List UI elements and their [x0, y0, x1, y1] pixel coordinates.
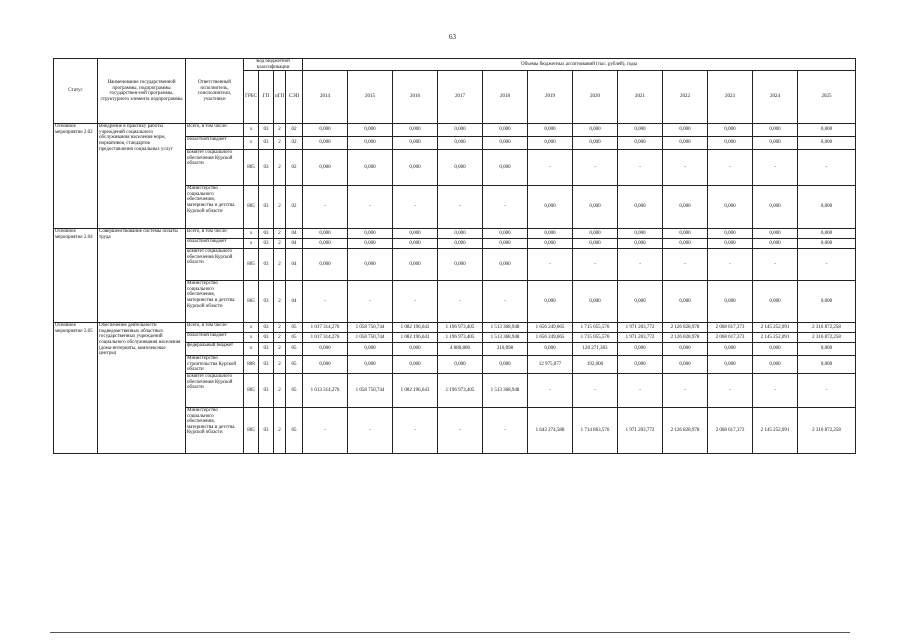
header-year-3: 2017	[438, 71, 483, 124]
cell-value: 0,000	[618, 229, 663, 239]
cell-value: 2 316 872,258	[798, 333, 856, 343]
cell-value: 2 145 252,091	[753, 333, 798, 343]
cell-value: -	[798, 150, 856, 186]
header-volumes-group: Объемы бюджетных ассигнований (тыс. рублей), годы	[303, 59, 856, 71]
cell-value: 1 513 368,948	[483, 333, 528, 343]
cell-value: 0,000	[798, 356, 856, 374]
cell-code: х	[244, 343, 259, 356]
header-year-9: 2023	[708, 71, 753, 124]
cell-code: 03	[259, 229, 274, 239]
cell-value: 1 513 368,948	[483, 323, 528, 333]
cell-value: 0,000	[483, 239, 528, 249]
cell-value: 0,000	[348, 124, 393, 137]
cell-code: 805	[244, 281, 259, 323]
cell-value: 1 058 750,744	[348, 323, 393, 333]
header-year-7: 2021	[618, 71, 663, 124]
cell-value: 2 126 828,978	[663, 323, 708, 333]
cell-code: 04	[286, 281, 303, 323]
cell-value: 0,000	[708, 137, 753, 150]
cell-value: 0,000	[393, 124, 438, 137]
cell-value: 0,000	[438, 239, 483, 249]
cell-value: 0,000	[393, 343, 438, 356]
cell-code: х	[244, 239, 259, 249]
cell-value: 0,000	[528, 343, 573, 356]
header-codes-group: Код бюджетной классификации	[244, 59, 303, 71]
cell-value: 0,000	[798, 239, 856, 249]
cell-code: 03	[259, 124, 274, 137]
cell-value: 0,000	[798, 124, 856, 137]
cell-executor: Министерство социального обеспечения, материнства и детства Курской области	[186, 281, 244, 323]
cell-value: -	[483, 281, 528, 323]
cell-executor: Министерство социального обеспечения, материнства и детства Курской области	[186, 407, 244, 453]
cell-code: 805	[244, 373, 259, 407]
cell-value: 1 971 203,772	[618, 407, 663, 453]
cell-value: 0,000	[573, 281, 618, 323]
cell-value: -	[573, 249, 618, 281]
cell-value: 192,000	[573, 356, 618, 374]
cell-value: 0,000	[348, 249, 393, 281]
cell-code: 2	[274, 239, 286, 249]
cell-value: 1 017 314,276	[303, 323, 348, 333]
cell-code: 03	[259, 407, 274, 453]
cell-code: 03	[259, 333, 274, 343]
cell-value: -	[798, 373, 856, 407]
cell-code: 2	[274, 249, 286, 281]
cell-code: 03	[259, 249, 274, 281]
cell-value: 0,000	[528, 239, 573, 249]
cell-value: -	[303, 186, 348, 229]
cell-value: 1 656 249,665	[528, 333, 573, 343]
table-row	[54, 323, 856, 333]
header-year-4: 2018	[483, 71, 528, 124]
cell-value: -	[438, 281, 483, 323]
header-year-2: 2016	[393, 71, 438, 124]
cell-code: 2	[274, 137, 286, 150]
cell-value: 0,000	[573, 186, 618, 229]
cell-value: 0,000	[438, 356, 483, 374]
cell-value: 0,000	[393, 356, 438, 374]
cell-value: -	[618, 249, 663, 281]
cell-value: -	[618, 150, 663, 186]
cell-code: 2	[274, 356, 286, 374]
cell-value: 1 013 314,276	[303, 373, 348, 407]
cell-value: 2 126 828,978	[663, 407, 708, 453]
bottom-rule	[50, 632, 850, 633]
cell-code: 03	[259, 137, 274, 150]
cell-code: 2	[274, 124, 286, 137]
cell-value: 1 715 055,576	[573, 333, 618, 343]
cell-value: 1 656 249,665	[528, 323, 573, 333]
cell-value: 1 058 750,744	[348, 373, 393, 407]
cell-status: Основное мероприятие 2.04	[54, 229, 98, 323]
cell-executor: комитет социального обеспечения Курской области	[186, 373, 244, 407]
cell-value: -	[528, 373, 573, 407]
header-code-1: ГП	[259, 71, 274, 124]
cell-value: -	[753, 150, 798, 186]
cell-value: 2 145 252,091	[753, 323, 798, 333]
cell-value: 0,000	[438, 150, 483, 186]
cell-value: 0,000	[483, 150, 528, 186]
cell-value: 0,000	[393, 137, 438, 150]
cell-executor: областной бюджет	[186, 137, 244, 150]
cell-value: -	[753, 373, 798, 407]
cell-value: -	[663, 249, 708, 281]
cell-value: 0,000	[663, 137, 708, 150]
cell-code: х	[244, 137, 259, 150]
budget-table	[53, 58, 856, 454]
cell-code: 03	[259, 186, 274, 229]
cell-value: 0,000	[753, 281, 798, 323]
cell-value: 0,000	[708, 186, 753, 229]
cell-value: 0,000	[663, 124, 708, 137]
header-year-8: 2022	[663, 71, 708, 124]
cell-value: -	[618, 373, 663, 407]
cell-value: 0,000	[303, 356, 348, 374]
cell-code: 808	[244, 356, 259, 374]
cell-code: х	[244, 323, 259, 333]
cell-code: 05	[286, 343, 303, 356]
cell-value: 1 971 203,772	[618, 333, 663, 343]
cell-value: 0,000	[708, 356, 753, 374]
header-code-0: ГРБС	[244, 71, 259, 124]
header-status: Статус	[54, 59, 98, 124]
cell-value: -	[303, 407, 348, 453]
cell-value: 2 068 617,373	[708, 407, 753, 453]
cell-value: 1 082 196,643	[393, 323, 438, 333]
cell-value: 0,000	[798, 343, 856, 356]
cell-value: 0,000	[303, 343, 348, 356]
cell-value: 0,000	[663, 281, 708, 323]
cell-value: -	[348, 186, 393, 229]
header-responsible: Ответственный исполнитель, соисполнители, участники	[186, 59, 244, 124]
header-year-6: 2020	[573, 71, 618, 124]
cell-value: -	[708, 150, 753, 186]
header-year-5: 2019	[528, 71, 573, 124]
cell-value: 0,000	[753, 239, 798, 249]
cell-code: 03	[259, 150, 274, 186]
cell-value: 0,000	[618, 137, 663, 150]
cell-code: х	[244, 229, 259, 239]
cell-value: 0,000	[618, 343, 663, 356]
cell-code: х	[244, 333, 259, 343]
cell-code: 03	[259, 239, 274, 249]
cell-code: 805	[244, 407, 259, 453]
cell-code: 805	[244, 150, 259, 186]
cell-value: 0,000	[618, 124, 663, 137]
cell-value: 0,000	[663, 186, 708, 229]
cell-value: 0,000	[528, 186, 573, 229]
cell-value: -	[708, 373, 753, 407]
cell-value: 0,000	[573, 137, 618, 150]
cell-code: 05	[286, 333, 303, 343]
cell-executor: Министерство социального обеспечения, материнства и детства Курской области	[186, 186, 244, 229]
cell-value: 0,000	[438, 229, 483, 239]
cell-value: 2 068 617,373	[708, 333, 753, 343]
cell-value: 0,000	[618, 186, 663, 229]
cell-value: 0,000	[798, 186, 856, 229]
cell-executor: Министерство строительства Курской области	[186, 356, 244, 374]
cell-value: 0,000	[528, 229, 573, 239]
cell-value: 0,000	[438, 249, 483, 281]
cell-value: -	[438, 186, 483, 229]
cell-code: 05	[286, 323, 303, 333]
cell-value: 0,000	[618, 356, 663, 374]
cell-code: 05	[286, 373, 303, 407]
cell-code: 03	[259, 343, 274, 356]
cell-value: 0,000	[798, 229, 856, 239]
cell-code: 2	[274, 229, 286, 239]
cell-value: 0,000	[393, 229, 438, 239]
header-code-3: СЭП	[286, 71, 303, 124]
cell-value: -	[438, 407, 483, 453]
cell-value: 2 068 617,373	[708, 323, 753, 333]
cell-value: 0,000	[303, 137, 348, 150]
cell-value: 0,000	[618, 281, 663, 323]
cell-code: 2	[274, 150, 286, 186]
cell-value: 0,000	[303, 229, 348, 239]
cell-value: 1 058 750,744	[348, 333, 393, 343]
cell-value: -	[393, 186, 438, 229]
cell-code: 2	[274, 333, 286, 343]
cell-value: -	[528, 249, 573, 281]
cell-code: 04	[286, 249, 303, 281]
cell-code: 02	[286, 124, 303, 137]
cell-value: 0,000	[528, 124, 573, 137]
table-row	[54, 124, 856, 137]
cell-value: 0,000	[663, 356, 708, 374]
cell-value: 1 196 973,405	[438, 323, 483, 333]
cell-value: 0,000	[303, 249, 348, 281]
header-year-1: 2015	[348, 71, 393, 124]
cell-value: 0,000	[753, 137, 798, 150]
cell-value: 2 316 872,258	[798, 407, 856, 453]
cell-value: 0,000	[708, 229, 753, 239]
cell-executor: комитет социального обеспечения Курской области	[186, 249, 244, 281]
cell-value: 4 080,800	[438, 343, 483, 356]
cell-code: 2	[274, 323, 286, 333]
cell-value: -	[303, 281, 348, 323]
page-number: 63	[449, 33, 456, 41]
cell-code: 2	[274, 407, 286, 453]
cell-executor: Всего, в том числе:	[186, 229, 244, 239]
cell-executor: комитет социального обеспечения Курской области	[186, 150, 244, 186]
cell-value: 2 126 828,978	[663, 333, 708, 343]
cell-value: 310,098	[483, 343, 528, 356]
cell-value: 1 082 196,643	[393, 373, 438, 407]
cell-code: 2	[274, 373, 286, 407]
cell-value: 0,000	[348, 343, 393, 356]
cell-value: 0,000	[393, 239, 438, 249]
cell-code: 2	[274, 343, 286, 356]
cell-value: 0,000	[438, 124, 483, 137]
cell-value: -	[663, 373, 708, 407]
cell-code: х	[244, 124, 259, 137]
cell-value: 0,000	[753, 124, 798, 137]
table-row	[54, 229, 856, 239]
cell-value: -	[528, 150, 573, 186]
cell-value: 0,000	[753, 186, 798, 229]
cell-value: 0,000	[528, 137, 573, 150]
cell-value: 2 145 252,091	[753, 407, 798, 453]
cell-value: 0,000	[303, 124, 348, 137]
cell-status: Основное мероприятие 2.02	[54, 124, 98, 229]
cell-value: -	[708, 249, 753, 281]
cell-value: 0,000	[573, 124, 618, 137]
cell-value: 0,000	[483, 229, 528, 239]
cell-value: 0,000	[708, 239, 753, 249]
cell-value: -	[753, 249, 798, 281]
cell-value: 0,000	[708, 124, 753, 137]
cell-value: -	[663, 150, 708, 186]
cell-value: 0,000	[528, 281, 573, 323]
cell-value: 0,000	[798, 281, 856, 323]
cell-value: 0,000	[753, 229, 798, 239]
cell-value: 0,000	[663, 229, 708, 239]
cell-code: 2	[274, 281, 286, 323]
cell-value: 1 017 314,276	[303, 333, 348, 343]
cell-value: 0,000	[663, 239, 708, 249]
cell-value: 0,000	[708, 343, 753, 356]
cell-value: -	[483, 186, 528, 229]
cell-value: -	[798, 249, 856, 281]
cell-code: 05	[286, 407, 303, 453]
header-year-10: 2024	[753, 71, 798, 124]
cell-value: 0,000	[483, 124, 528, 137]
cell-code: 805	[244, 186, 259, 229]
cell-value: 0,000	[753, 356, 798, 374]
cell-code: 03	[259, 373, 274, 407]
table-body	[54, 124, 856, 454]
cell-value: 1 715 055,576	[573, 323, 618, 333]
cell-value: 12 975,077	[528, 356, 573, 374]
cell-value: 0,000	[573, 229, 618, 239]
cell-value: 0,000	[483, 137, 528, 150]
cell-value: 0,000	[303, 150, 348, 186]
cell-value: 1 196 973,405	[438, 373, 483, 407]
cell-executor: областной бюджет	[186, 239, 244, 249]
cell-value: 0,000	[753, 343, 798, 356]
cell-executor: областной бюджет	[186, 333, 244, 343]
cell-name: Обеспечение деятельности подведомственных областных государственных учреждений социального обслуживания населения (дома-интернаты, комплексные центры)	[98, 323, 186, 454]
cell-executor: Всего, в том числе:	[186, 124, 244, 137]
cell-status: Основное мероприятие 2.05	[54, 323, 98, 454]
cell-name: Совершенствование системы оплаты труда	[98, 229, 186, 323]
cell-value: -	[573, 373, 618, 407]
cell-value: 0,000	[393, 249, 438, 281]
cell-value: 0,000	[348, 150, 393, 186]
header-code-2: пГП	[274, 71, 286, 124]
cell-value: 0,000	[483, 249, 528, 281]
cell-value: 0,000	[348, 239, 393, 249]
cell-code: 805	[244, 249, 259, 281]
header-name: Наименование государственной программы, подпрограммы государствен-ной программы, структурного элемента подпрограммы	[98, 59, 186, 124]
cell-code: 05	[286, 356, 303, 374]
budget-table-container	[53, 58, 850, 454]
cell-value: 0,000	[708, 281, 753, 323]
cell-value: 1 714 863,576	[573, 407, 618, 453]
cell-code: 04	[286, 239, 303, 249]
header-year-11: 2025	[798, 71, 856, 124]
cell-code: 03	[259, 356, 274, 374]
cell-value: -	[573, 150, 618, 186]
cell-value: -	[348, 407, 393, 453]
cell-value: 0,000	[348, 137, 393, 150]
cell-value: 0,000	[348, 356, 393, 374]
cell-value: 0,000	[393, 150, 438, 186]
cell-value: 0,000	[438, 137, 483, 150]
cell-value: -	[348, 281, 393, 323]
cell-value: 0,000	[303, 239, 348, 249]
cell-value: 0,000	[573, 239, 618, 249]
cell-code: 04	[286, 229, 303, 239]
cell-code: 03	[259, 281, 274, 323]
cell-value: 1 513 368,948	[483, 373, 528, 407]
cell-executor: федеральный бюджет	[186, 343, 244, 356]
cell-value: 1 971 203,772	[618, 323, 663, 333]
cell-code: 02	[286, 150, 303, 186]
cell-value: 1 196 973,405	[438, 333, 483, 343]
cell-value: 2 316 872,258	[798, 323, 856, 333]
cell-value: 0,000	[348, 229, 393, 239]
cell-value: 0,000	[798, 137, 856, 150]
cell-value: 1 082 196,643	[393, 333, 438, 343]
cell-value: 0,000	[618, 239, 663, 249]
cell-value: -	[483, 407, 528, 453]
cell-code: 2	[274, 186, 286, 229]
cell-name: Внедрение в практику работы учреждений социального обслуживания населения норм, нормативов, стандартов предоставления социальных услуг	[98, 124, 186, 229]
cell-executor: Всего, в том числе:	[186, 323, 244, 333]
cell-value: -	[393, 281, 438, 323]
header-year-0: 2014	[303, 71, 348, 124]
cell-value: 1 643 274,588	[528, 407, 573, 453]
cell-value: 0,000	[483, 356, 528, 374]
cell-code: 02	[286, 137, 303, 150]
cell-value: -	[393, 407, 438, 453]
cell-code: 02	[286, 186, 303, 229]
cell-code: 03	[259, 323, 274, 333]
cell-value: 0,000	[663, 343, 708, 356]
cell-value: 120 271,383	[573, 343, 618, 356]
table-header	[54, 59, 856, 124]
